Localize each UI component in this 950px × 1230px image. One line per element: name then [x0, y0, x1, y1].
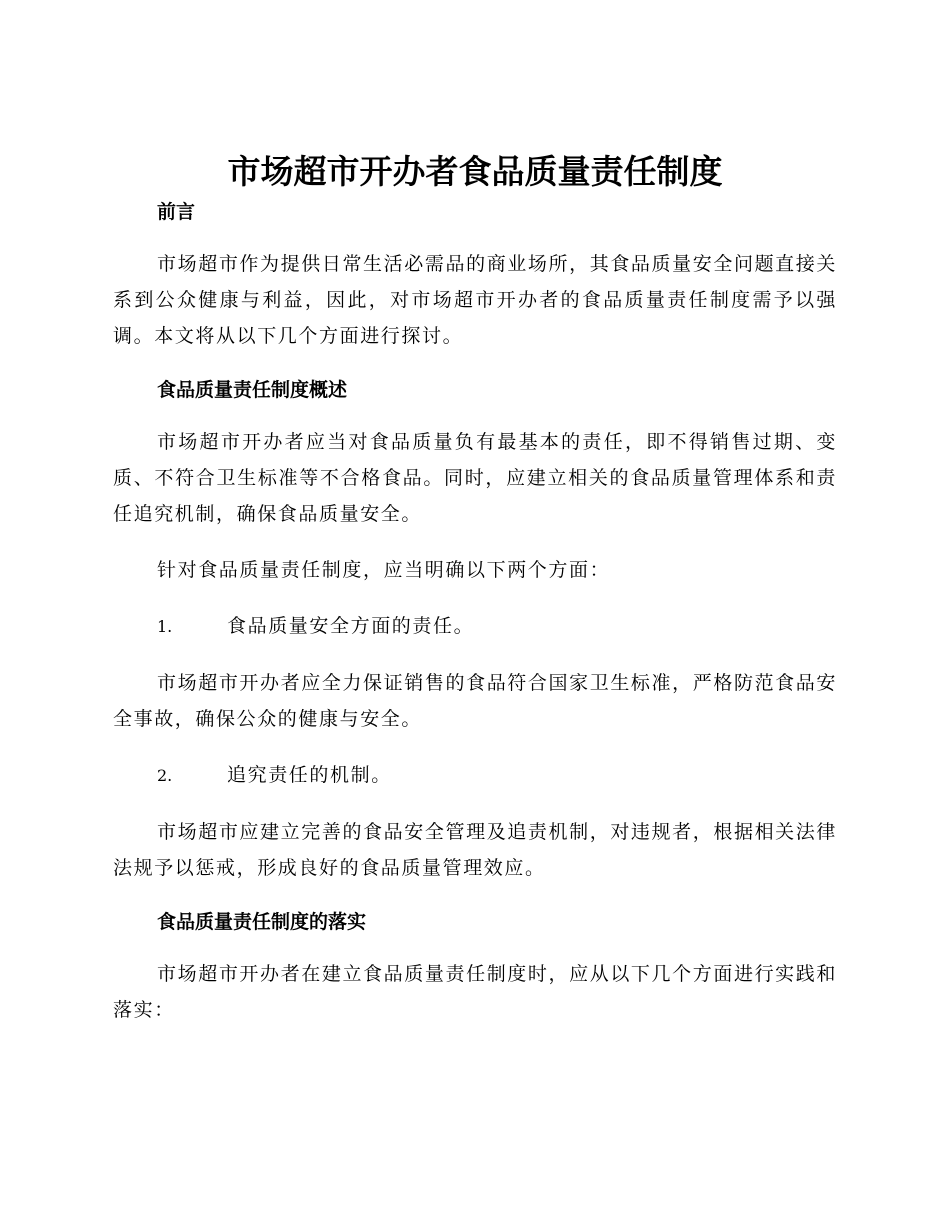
list-item-1	[113, 608, 837, 645]
list-item-title: 食品质量安全方面的责任。	[227, 615, 475, 637]
list-item-number: 2.	[157, 766, 173, 785]
document-title: 市场超市开办者食品质量责任制度	[227, 152, 723, 191]
preface-paragraph: 市场超市作为提供日常生活必需品的商业场所，其食品质量安全问题直接关系到公众健康与利益，因此，对市场超市开办者的食品质量责任制度需予以强调。本文将从以下几个方面进行探讨。	[113, 253, 837, 347]
list-item-title: 追究责任的机制。	[227, 764, 392, 786]
list-item-number: 1.	[157, 617, 173, 636]
section-heading-overview: 食品质量责任制度概述	[157, 379, 348, 401]
section-heading-implementation: 食品质量责任制度的落实	[157, 911, 367, 933]
implementation-paragraph: 市场超市开办者在建立食品质量责任制度时，应从以下几个方面进行实践和落实：	[113, 963, 837, 1021]
list-item-2	[113, 757, 837, 794]
list-item-1-paragraph: 市场超市开办者应全力保证销售的食品符合国家卫生标准，严格防范食品安全事故，确保公众的健康与安全。	[113, 672, 837, 730]
overview-paragraph-2: 针对食品质量责任制度，应当明确以下两个方面：	[157, 559, 611, 581]
section-heading-preface: 前言	[157, 201, 196, 223]
overview-paragraph-1: 市场超市开办者应当对食品质量负有最基本的责任，即不得销售过期、变质、不符合卫生标准等不合格食品。同时，应建立相关的食品质量管理体系和责任追究机制，确保食品质量安全。	[113, 431, 837, 525]
list-item-2-paragraph: 市场超市应建立完善的食品安全管理及追责机制，对违规者，根据相关法律法规予以惩戒，形成良好的食品质量管理效应。	[113, 821, 837, 879]
